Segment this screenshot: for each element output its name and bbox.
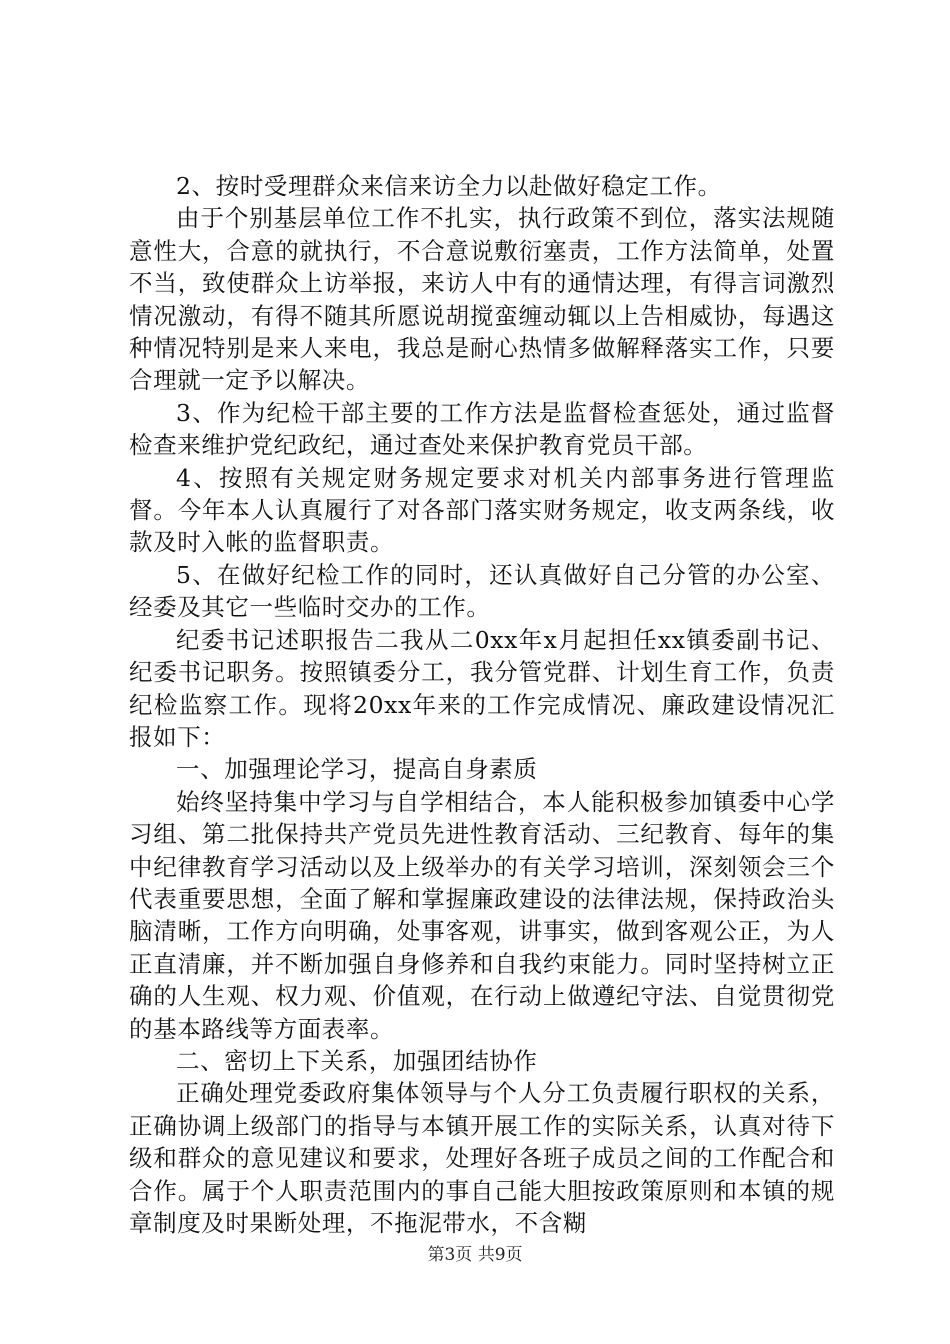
paragraph: 由于个别基层单位工作不扎实，执行政策不到位，落实法规随意性大，合意的就执行，不合意说敷衍塞责，工作方法简单，处置不当，致使群众上访举报，来访人中有的通情达理，有得言词激烈情况激动，有得不随其所愿说胡搅蛮缠动辄以上告相威协，每遇这种情况特别是来人来电，我总是耐心热情多做解释落实工作，只要合理就一定予以解决。: [129, 204, 835, 395]
section-heading: 一、加强理论学习，提高自身素质: [176, 755, 538, 784]
section-heading: 二、密切上下关系，加强团结协作: [176, 1046, 538, 1075]
paragraph: 纪委书记述职报告二我从二0xx年x月起担任xx镇委副书记、纪委书记职务。按照镇委分工，我分管党群、计划生育工作，负责纪检监察工作。现将20xx年来的工作完成情况、廉政建设情况汇报如下：: [129, 625, 835, 751]
paragraph: 始终坚持集中学习与自学相结合，本人能积极参加镇委中心学习组、第二批保持共产党员先进性教育活动、三纪教育、每年的集中纪律教育学习活动以及上级举办的有关学习培训，深刻领会三个代表重要思想，全面了解和掌握廉政建设的法律法规，保持政治头脑清晰，工作方向明确，处事客观，讲事实，做到客观公正，为人正直清廉，并不断加强自身修养和自我约束能力。同时坚持树立正确的人生观、权力观、价值观，在行动上做遵纪守法、自觉贯彻党的基本路线等方面表率。: [129, 787, 835, 1043]
paragraph: 3、作为纪检干部主要的工作方法是监督检查惩处，通过监督检查来维护党纪政纪，通过查处来保护教育党员干部。: [129, 398, 835, 460]
paragraph: 4、按照有关规定财务规定要求对机关内部事务进行管理监督。今年本人认真履行了对各部门落实财务规定，收支两条线，收款及时入帐的监督职责。: [129, 463, 835, 557]
paragraph: 正确处理党委政府集体领导与个人分工负责履行职权的关系，正确协调上级部门的指导与本镇开展工作的实际关系，认真对待下级和群众的意见建议和要求，处理好各班子成员之间的工作配合和合作。属于个人职责范围内的事自己能大胆按政策原则和本镇的规章制度及时果断处理，不拖泥带水，不含糊: [129, 1079, 835, 1237]
page-number-footer: 第3页 共9页: [427, 1245, 523, 1265]
paragraph: 5、在做好纪检工作的同时，还认真做好自己分管的办公室、经委及其它一些临时交办的工作。: [129, 560, 835, 622]
paragraph: 2、按时受理群众来信来访全力以赴做好稳定工作。: [176, 172, 722, 200]
document-body: [129, 170, 835, 1239]
